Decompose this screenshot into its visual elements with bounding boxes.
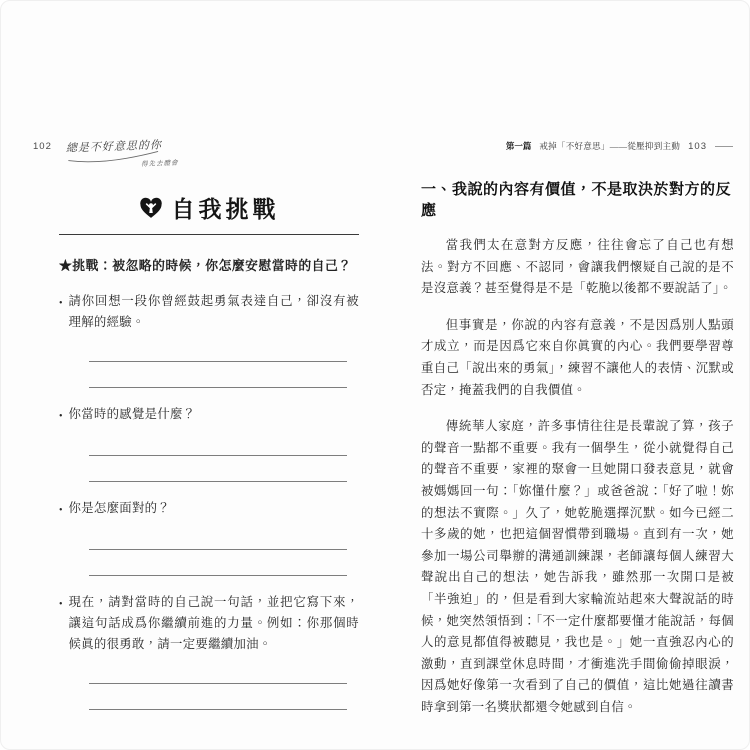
writing-line bbox=[89, 684, 347, 710]
challenge-prompt-text: 你是怎麼面對的？ bbox=[68, 501, 171, 515]
challenge-prompt-2 bbox=[59, 404, 359, 427]
bullet-marker: • bbox=[59, 599, 63, 610]
body-paragraph-1: 當我們太在意對方反應，往往會忘了自己也有想法。對方不回應、不認同，會讓我們懷疑自己說的是不是沒意義？甚至覺得是不是「乾脆以後都不要說話了」。 bbox=[421, 238, 734, 296]
bullet-marker: • bbox=[59, 411, 63, 422]
running-head-chapter-title: 戒掉「不好意思」——從壓抑到主動 bbox=[539, 141, 681, 151]
writing-line bbox=[89, 336, 347, 362]
challenge-prompt-text: 現在，請對當時的自己說一句話，並把它寫下來，讓這句話成爲你繼續前進的力量。例如：你那個時候眞的很勇敢，請一定要繼續加油。 bbox=[68, 595, 359, 651]
bullet-marker: • bbox=[59, 298, 63, 309]
left-page-number: 102 bbox=[33, 141, 52, 152]
right-section-title: 一、我說的內容有價值，不是取決於對方的反應 bbox=[421, 181, 732, 219]
writing-line bbox=[89, 658, 347, 684]
challenge-prompt-3 bbox=[59, 498, 359, 521]
self-challenge-header bbox=[59, 191, 359, 235]
writing-line bbox=[89, 430, 347, 456]
left-page bbox=[59, 131, 359, 710]
writing-lines-1 bbox=[89, 336, 347, 388]
body-paragraph-2: 但事實是，你說的內容有意義，不是因爲別人點頭才成立，而是因爲它來自你眞實的內心。我們要學習尊重自己「說出來的勇氣」，練習不讓他人的表情、沉默或否定，掩蓋我們的自我價值。 bbox=[421, 317, 734, 397]
heart-cheer-icon bbox=[139, 197, 163, 219]
writing-line bbox=[89, 524, 347, 550]
left-section-title: 自我挑戰 bbox=[171, 197, 280, 222]
right-page bbox=[421, 131, 734, 718]
writing-line bbox=[89, 362, 347, 388]
writing-lines-3 bbox=[89, 524, 347, 576]
challenge-question: ★挑戰：被忽略的時候，你怎麼安慰當時的自己？ bbox=[59, 258, 352, 273]
writing-lines-4 bbox=[89, 658, 347, 710]
book-logo-subtitle: 得先去體會 bbox=[140, 159, 179, 169]
challenge-prompt-4 bbox=[59, 592, 359, 655]
writing-line bbox=[89, 550, 347, 576]
book-logo-title: 總是不好意思的你 bbox=[65, 139, 162, 155]
challenge-prompt-1 bbox=[59, 291, 359, 333]
bullet-marker: • bbox=[59, 505, 63, 516]
challenge-prompt-text: 請你回想一段你曾經鼓起勇氣表達自己，卻沒有被理解的經驗。 bbox=[68, 294, 359, 329]
running-head-part-label: 第一篇 bbox=[505, 141, 532, 151]
writing-line bbox=[89, 456, 347, 482]
writing-lines-2 bbox=[89, 430, 347, 482]
body-paragraph-3: 傳統華人家庭，許多事情往往是長輩說了算，孩子的聲音一點都不重要。我有一個學生，從小就覺得自己的聲音不重要，家裡的聚會一旦她開口發表意見，就會被媽媽回一句：「妳懂什麼？」或爸爸說：「好了啦！妳的想法不實際。」久了，她乾脆選擇沉默。如今已經二十多歲的她，也把這個習慣帶到職場。直到有一次，她參加一場公司舉辦的溝通訓練課，老師讓每個人練習大聲說出自己的想法，她告訴我，雖然那一次開口是被「半強迫」的，但是看到大家輪流站起來大聲說話的時候，她突然領悟到：「不一定什麼都要懂才能說話，每個人的意見都值得被聽見，我也是。」她一直強忍內心的激動，直到課堂休息時間，才衝進洗手間偷偷掉眼淚，因爲她好像第一次看到了自己的價值，這比她過往讀書時拿到第一名獎狀都還令她感到自信。 bbox=[421, 419, 734, 714]
right-page-number: 103 bbox=[688, 140, 707, 152]
challenge-prompt-text: 你當時的感覺是什麼？ bbox=[68, 407, 196, 421]
